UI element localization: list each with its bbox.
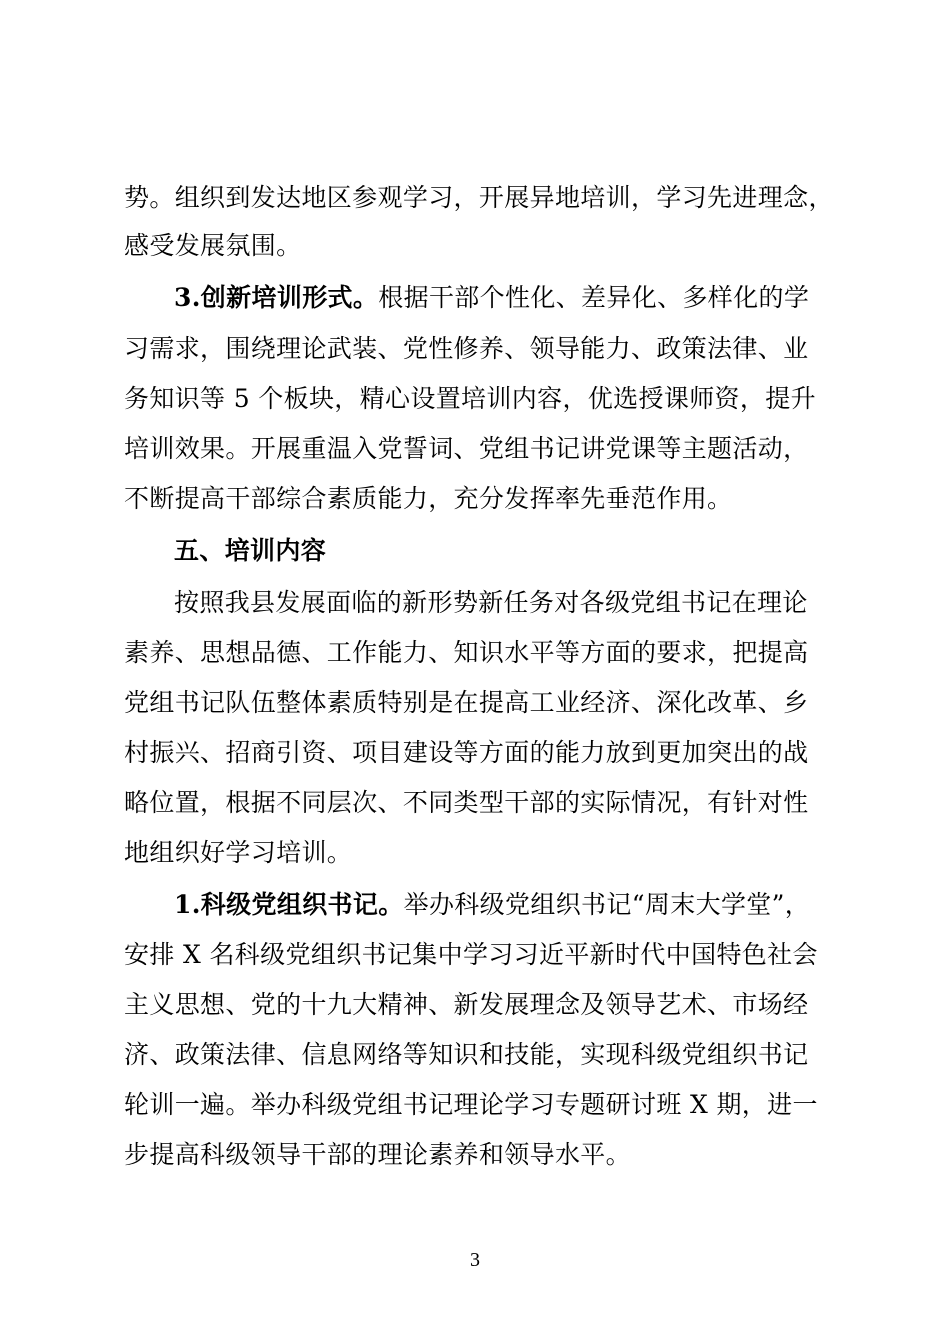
item-1-text: 举办科级党组织书记“周末大学堂”， xyxy=(403,890,811,919)
body-line: 步提高科级领导干部的理论素养和领导水平。 xyxy=(124,1140,632,1169)
body-line: 党组书记队伍整体素质特别是在提高工业经济、深化改革、乡 xyxy=(124,688,809,717)
body-line: 习需求，围绕理论武装、党性修养、领导能力、政策法律、业 xyxy=(124,334,809,363)
item-3-first-line xyxy=(174,283,809,313)
body-line: 感受发展氛围。 xyxy=(124,231,302,260)
body-line: 势。组织到发达地区参观学习，开展异地培训，学习先进理念， xyxy=(124,183,834,212)
body-line: 安排 X 名科级党组织书记集中学习习近平新时代中国特色社会 xyxy=(124,940,818,969)
item-1-first-line xyxy=(174,890,810,920)
item-3-text: 根据干部个性化、差异化、多样化的学 xyxy=(378,283,810,312)
body-line: 不断提高干部综合素质能力，充分发挥率先垂范作用。 xyxy=(124,484,733,513)
body-line: 济、政策法律、信息网络等知识和技能，实现科级党组织书记 xyxy=(124,1040,809,1069)
body-line: 地组织好学习培训。 xyxy=(124,838,353,867)
body-line: 务知识等 5 个板块，精心设置培训内容，优选授课师资，提升 xyxy=(124,384,816,413)
body-line: 主义思想、党的十九大精神、新发展理念及领导艺术、市场经 xyxy=(124,990,809,1019)
body-line: 略位置，根据不同层次、不同类型干部的实际情况，有针对性 xyxy=(124,788,809,817)
body-line: 轮训一遍。举办科级党组书记理论学习专题研讨班 X 期，进一 xyxy=(124,1090,818,1119)
body-line: 按照我县发展面临的新形势新任务对各级党组书记在理论 xyxy=(174,588,808,617)
section-heading: 五、培训内容 xyxy=(174,536,327,565)
body-line: 培训效果。开展重温入党誓词、党组书记讲党课等主题活动， xyxy=(124,434,809,463)
body-line: 素养、思想品德、工作能力、知识水平等方面的要求，把提高 xyxy=(124,638,809,667)
item-3-label: 3.创新培训形式。 xyxy=(174,283,379,312)
item-1-label: 1.科级党组织书记。 xyxy=(174,890,404,919)
page-number: 3 xyxy=(470,1249,480,1271)
body-line: 村振兴、招商引资、项目建设等方面的能力放到更加突出的战 xyxy=(124,738,809,767)
